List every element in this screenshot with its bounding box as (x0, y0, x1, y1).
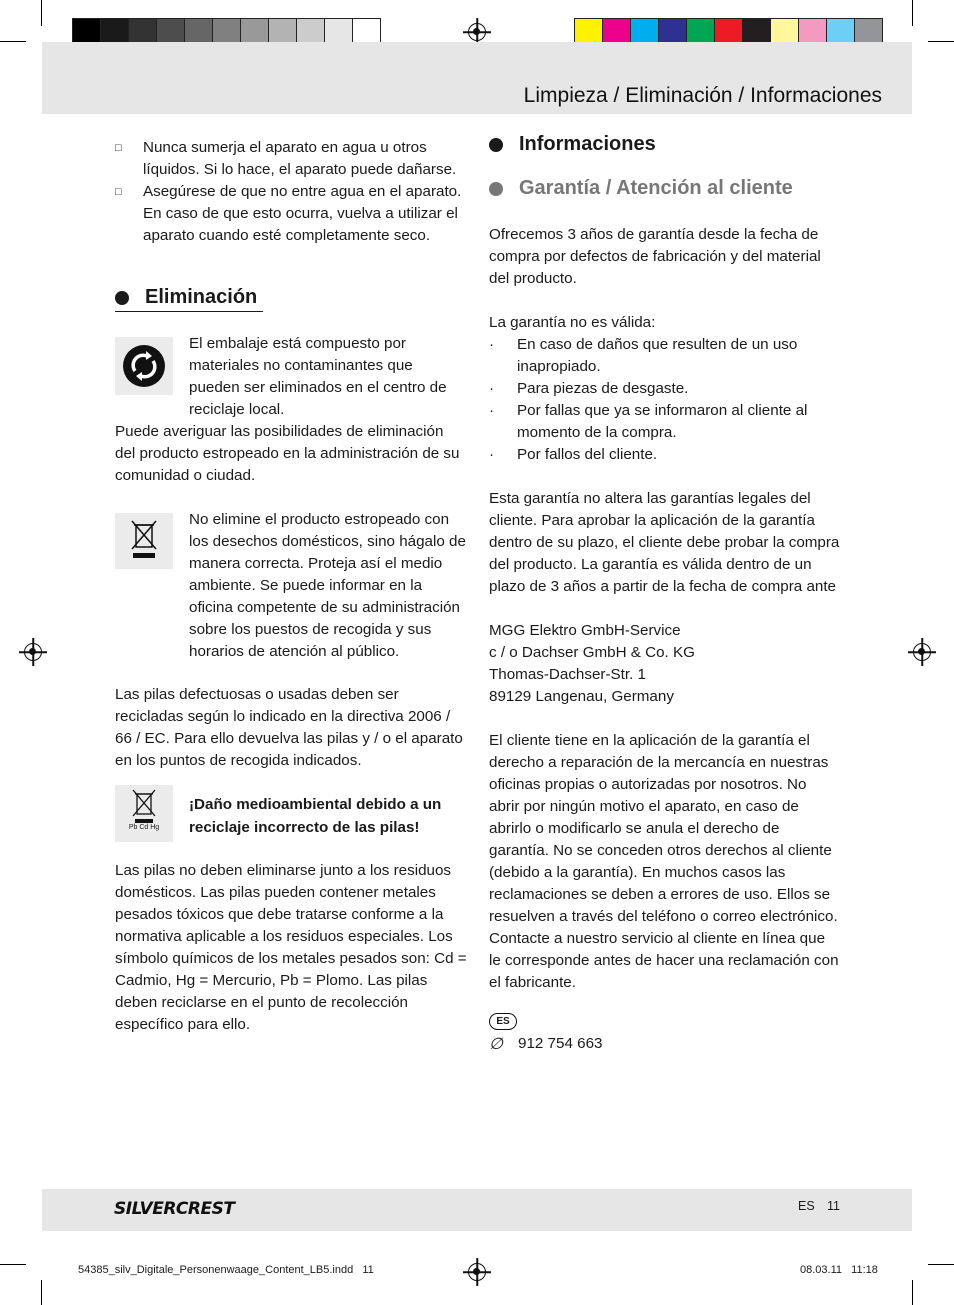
list-item (489, 444, 841, 466)
legal-text: Esta garantía no altera las garantías legales del cliente. Para aprobar la aplicación de la garantía dentro de su plazo, el cliente debe probar la compra del producto. La garantía es válida dentro de un plazo de 3 años a partir de la fecha de compra ante (489, 490, 840, 595)
battery-icon-label: Pb Cd Hg (128, 824, 160, 831)
list-item (115, 137, 467, 181)
country-badge: ES (489, 1013, 517, 1030)
crop-mark (0, 41, 26, 42)
green-dot-recycling-icon (115, 337, 173, 395)
battery-text: Las pilas defectuosas o usadas deben ser recicladas según lo indicado en la directiva 2006 / 66 / EC. Para ello devuelva las pilas y / o el aparato en los puntos de recogida indicados. (115, 686, 463, 769)
disposal-text: Puede averiguar las posibilidades de eliminación del producto estropeado en la administración de su comunidad o ciudad. (115, 423, 460, 484)
page-number: 11 (827, 1199, 840, 1213)
list-marker: · (489, 402, 495, 419)
bullet-dot-icon (489, 182, 503, 196)
warning-text: ¡Daño medioambiental debido a un reciclaje incorrecto de las pilas! (189, 796, 442, 836)
list-item (489, 334, 841, 378)
brand-logo (114, 1193, 274, 1219)
file-name: 54385_silv_Digitale_Personenwaage_Content_LB5.indd 11 (78, 1264, 374, 1276)
list-item-text: En caso de daños que resulten de un uso inapropiado. (517, 336, 798, 375)
crop-mark (928, 41, 954, 42)
section-heading-informaciones (489, 133, 656, 156)
crop-mark (41, 0, 42, 26)
list-item-text: Para piezas de desgaste. (517, 380, 689, 397)
bullet-marker: □ (115, 186, 122, 198)
crop-mark (0, 1264, 26, 1265)
bullet-dot-icon (489, 138, 503, 152)
registration-mark-icon (24, 643, 42, 661)
heading-text: Informaciones (519, 133, 656, 155)
heading-text: Garantía / Atención al cliente (519, 177, 793, 199)
list-item-text: Por fallas que ya se informaron al cliente al momento de la compra. (517, 402, 808, 441)
address-line: c / o Dachser GmbH & Co. KG (489, 644, 695, 661)
registration-mark-icon (468, 23, 486, 41)
packaging-text: El embalaje está compuesto por materiales no contaminantes que pueden ser eliminados en el centro de reciclaje local. (189, 335, 447, 418)
crossed-bin-icon (115, 513, 173, 569)
repair-text: El cliente tiene en la aplicación de la garantía el derecho a reparación de la mercancía en nuestras oficinas propias o autorizadas por nosotros. No abrir por ningún motivo el aparato, en caso de abrirlo o modificarlo se anula el derecho de garantía. No se conceden otros derechos al cliente (debido a la garantía). En muchos casos las reclamaciones se deben a errores de uso. Ellos se resuelven a través del teléfono o correo electrónico. Contacte a nuestro servicio al cliente en línea que le corresponde antes de hacer una reclamación con el fabricante. (489, 732, 839, 991)
crop-mark (912, 0, 913, 26)
list-item-text: Por fallos del cliente. (517, 446, 658, 463)
address-line: MGG Elektro GmbH-Service (489, 622, 681, 639)
warranty-intro: Ofrecemos 3 años de garantía desde la fecha de compra por defectos de fabricación y del material del producto. (489, 226, 821, 287)
weee-text: No elimine el producto estropeado con los desechos domésticos, sino hágalo de manera correcta. Proteja así el medio ambiente. Se puede informar en la oficina competente de su administración sobre los puestos de recogida y sus horarios de atención al público. (189, 511, 466, 660)
svg-text:SILVERCREST: SILVERCREST (114, 1199, 235, 1219)
registration-mark-icon (468, 1263, 486, 1281)
right-column (489, 224, 841, 994)
bullet-text: Nunca sumerja el aparato en agua u otros líquidos. Si lo hace, el aparato puede dañarse. (143, 139, 457, 178)
crop-mark (41, 1280, 42, 1305)
left-column (115, 137, 467, 247)
page-title: Limpieza / Eliminación / Informaciones (523, 84, 882, 107)
list-item (489, 400, 841, 444)
list-item (115, 181, 467, 247)
address-line: Thomas-Dachser-Str. 1 (489, 666, 646, 683)
section-heading-warranty (489, 177, 793, 200)
list-marker: · (489, 380, 495, 397)
page-language: ES (798, 1199, 815, 1213)
phone-icon: ∅ (489, 1036, 503, 1053)
heavy-metals-text: Las pilas no deben eliminarse junto a los residuos domésticos. Las pilas pueden contener metales pesados tóxicos que debe tratarse conforme a la normativa aplicable a los residuos especiales. Los símbolo químicos de los metales pesados son: Cd = Cadmio, Hg = Mercurio, Pb = Plomo. Las pilas deben reciclarse en el punto de recolección específico para ello. (115, 862, 467, 1033)
not-valid-label: La garantía no es válida: (489, 314, 656, 331)
list-marker: · (489, 336, 495, 353)
registration-mark-icon (913, 643, 931, 661)
bullet-text: Asegúrese de que no entre agua en el aparato. En caso de que esto ocurra, vuelva a utilizar el aparato cuando esté completamente seco. (143, 183, 462, 244)
list-marker: · (489, 446, 495, 463)
bullet-dot-icon (115, 291, 129, 305)
section-heading-elimination (115, 286, 263, 312)
crop-mark (928, 1264, 954, 1265)
phone-number: 912 754 663 (518, 1035, 603, 1052)
bullet-marker: □ (115, 142, 122, 154)
print-timestamp: 08.03.11 11:18 (800, 1264, 878, 1276)
battery-bin-icon (115, 785, 173, 842)
list-item (489, 378, 841, 400)
crop-mark (912, 1280, 913, 1305)
heading-text: Eliminación (145, 286, 258, 308)
address-line: 89129 Langenau, Germany (489, 688, 674, 705)
